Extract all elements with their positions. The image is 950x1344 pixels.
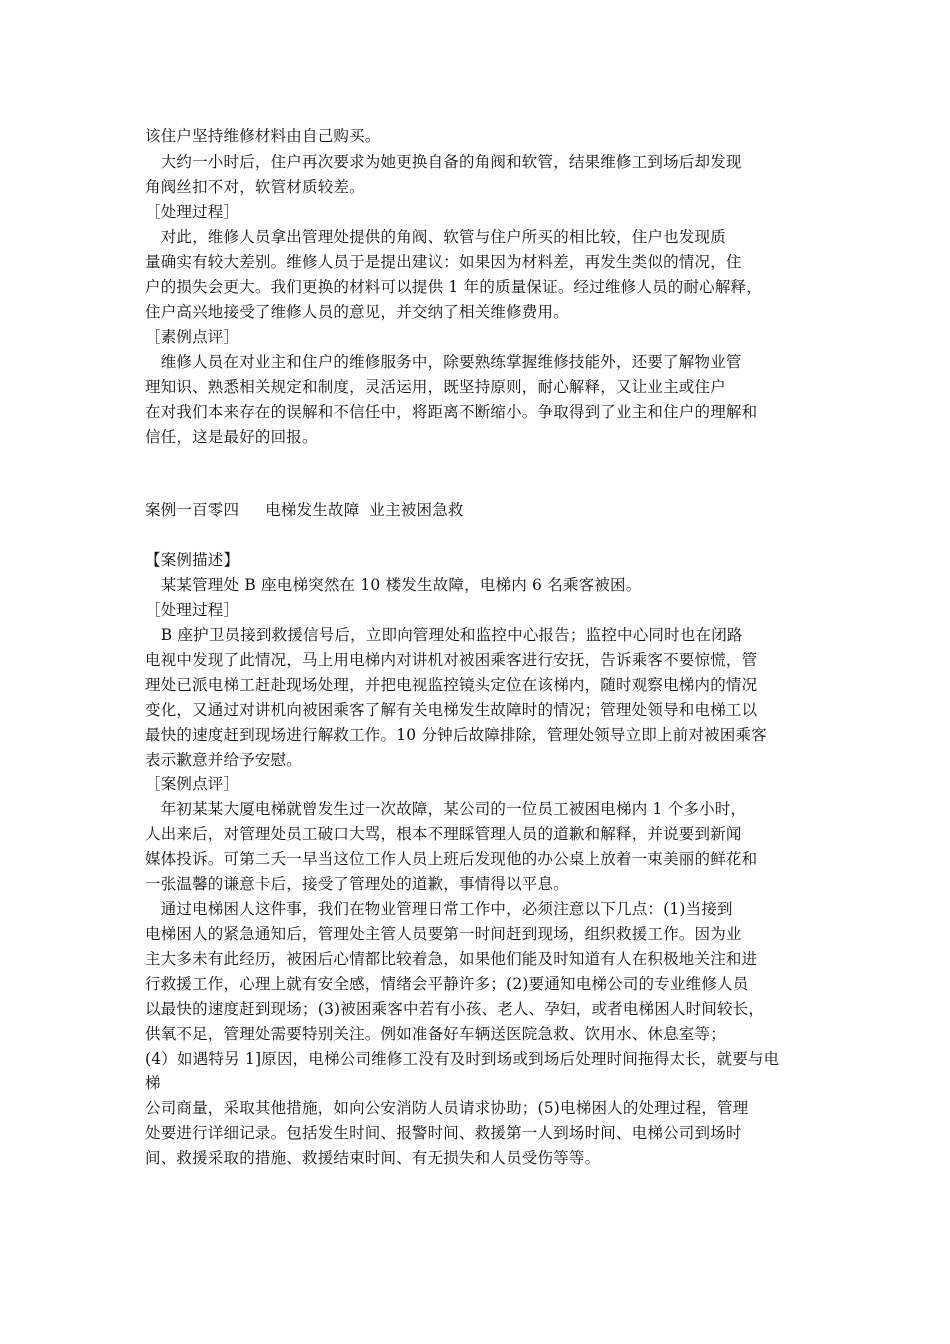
text-line: 角阀丝扣不对，软管材质较差。 [145, 178, 365, 196]
text-line: 电视中发现了此情况，马上用电梯内对讲机对被困乘客进行安抚，告诉乘客不要惊慌，管 [145, 651, 758, 669]
text-line: 对此，维修人员拿出管理处提供的角阀、软管与住户所买的相比较，住户也发现质 [145, 228, 726, 246]
text-line: 一张温馨的谦意卡后，接受了管理处的道歉，事情得以平息。 [145, 875, 569, 893]
text-line: 信任，这是最好的回报。 [145, 428, 318, 446]
text-line: 某某管理处 B 座电梯突然在 10 楼发生故障，电梯内 6 名乘客被困。 [145, 576, 642, 594]
text-line: 户的损失会更大。我们更换的材料可以提供 1 年的质量保证。经过维修人员的耐心解释， [145, 278, 762, 296]
text-line: 人出来后，对管理处员工破口大骂，根本不理睬管理人员的道歉和解释，并说要到新闻 [145, 825, 742, 843]
text-line: 理处已派电梯工赶赴现场处理，并把电视监控镜头定位在该梯内，随时观察电梯内的情况 [145, 676, 758, 694]
text-line: B 座护卫员接到救援信号后，立即向管理处和监控中心报告；监控中心同时也在闭路 [145, 626, 743, 644]
text-line: 变化，又通过对讲机向被困乘客了解有关电梯发生故障时的情况；管理处领导和电梯工以 [145, 701, 758, 719]
section-heading: ［案例点评］ [145, 775, 240, 793]
text-line: 大约一小时后，住户再次要求为她更换自备的角阀和软管，结果维修工到场后却发现 [145, 153, 742, 171]
text-line: 供氧不足，管理处需要特别关注。例如准备好车辆送医院急救、饮用水、休息室等； [145, 1025, 726, 1043]
text-line: 处要进行详细记录。包括发生时间、报警时间、救援第一人到场时间、电梯公司到场时 [145, 1124, 742, 1142]
section-heading: 【案例描述】 [145, 551, 240, 569]
text-line: 年初某某大厦电梯就曾发生过一次故障，某公司的一位员工被困电梯内 1 个多小时， [145, 800, 747, 818]
case-number: 案例一百零四 [145, 501, 240, 519]
case-title-part1: 电梯发生故障 [265, 501, 360, 519]
text-line: 该住户坚持维修材料由自己购买。 [145, 127, 381, 145]
text-line: 最快的速度赶到现场进行解救工作。10 分钟后故障排除，管理处领导立即上前对被困乘客 [145, 726, 767, 744]
section-heading: ［处理过程］ [145, 601, 240, 619]
text-line: 以最快的速度赶到现场；(3)被困乘客中若有小孩、老人、孕妇，或者电梯困人时间较长， [145, 1000, 765, 1018]
text-line: 间、救援采取的措施、救援结束时间、有无损失和人员受伤等等。 [145, 1149, 601, 1167]
section-heading: ［素例点评］ [145, 328, 240, 346]
text-line: (4）如遇特另 1]原因，电梯公司维修工没有及时到场或到场后处理时间拖得太长，就要与电 [145, 1050, 780, 1068]
case-title [145, 499, 464, 521]
text-line: 媒体投诉。可第二夭一早当这位工作人员上班后发现他的办公桌上放着一束美丽的鲜花和 [145, 850, 758, 868]
text-line: 在对我们本来存在的误解和不信任中，将距离不断缩小。争取得到了业主和住户的理解和 [145, 403, 758, 421]
text-line: 行救援工作，心理上就有安全感，情绪会平静许多；(2)要通知电梯公司的专业维修人员 [145, 975, 749, 993]
text-line: 维修人员在对业主和住户的维修服务中，除要熟练掌握维修技能外，还要了解物业管 [145, 353, 742, 371]
text-line: 梯 [145, 1074, 161, 1092]
text-line: 主大多未有此经历，被困后心情都比较着急，如果他们能及时知道有人在积极地关注和进 [145, 950, 758, 968]
text-line: 通过电梯困人这件事，我们在物业管理日常工作中，必须注意以下几点：(1)当接到 [145, 900, 733, 918]
text-line: 量确实有较大差别。维修人员于是提出建议：如果因为材料差，再发生类似的情况，住 [145, 253, 742, 271]
section-heading: ［处理过程］ [145, 203, 240, 221]
text-line: 理知识、熟悉相关规定和制度，灵活运用，既坚持原则，耐心解释，又让业主或住户 [145, 378, 726, 396]
text-line: 电梯困人的紧急通知后，管理处主管人员要第一时间赶到现场，组织救援工作。因为业 [145, 925, 742, 943]
text-line: 住户高兴地接受了维修人员的意见，并交纳了相关维修费用。 [145, 303, 569, 321]
case-title-part2: 业主被困急救 [369, 501, 464, 519]
text-line: 表示歉意并给予安慰。 [145, 751, 303, 769]
text-line: 公司商量，采取其他措施，如向公安消防人员请求协助；(5)电梯困人的处理过程，管理 [145, 1099, 749, 1117]
